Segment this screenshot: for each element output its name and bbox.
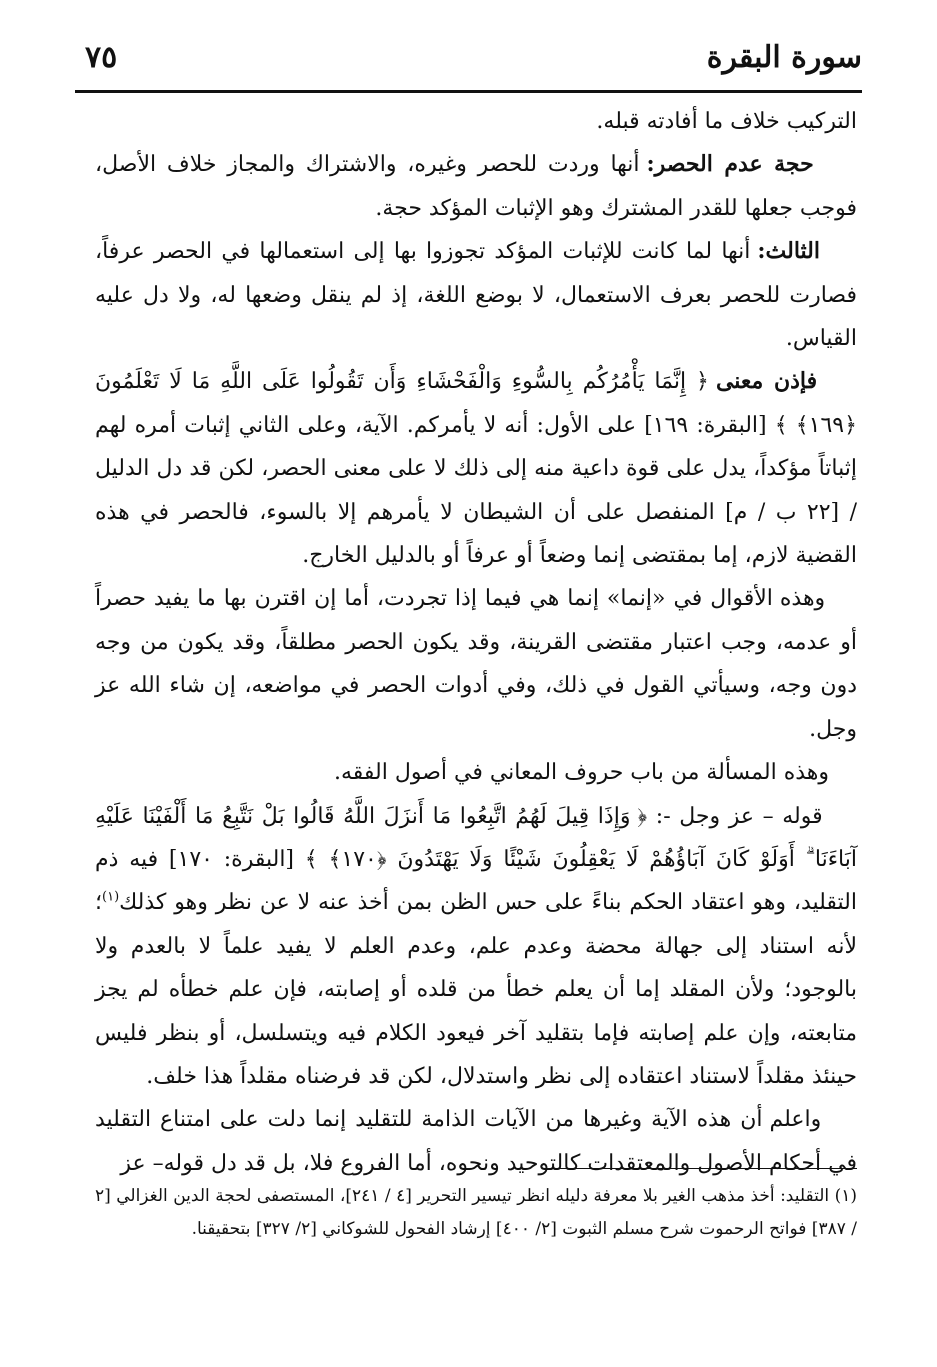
main-text <box>95 100 857 1185</box>
paragraph <box>95 100 857 143</box>
paragraph <box>95 360 857 577</box>
footnote <box>95 1180 857 1246</box>
footnote-separator <box>557 1168 857 1169</box>
header-rule <box>75 90 862 93</box>
section-heading: الثالث: <box>757 238 820 265</box>
paragraph-text: التركيب خلاف ما أفادته قبله. <box>596 109 857 134</box>
paragraph-text: وهذه الأقوال في «إنما» إنما هي فيما إذا تجردت، أما إن اقترن بها ما يفيد حصراً أو عدمه، وجب اعتبار مقتضى القرينة، وقد يكون الحصر مطلقاً، وقد يكون من وجه دون وجه، وسيأتي القول في ذلك، وفي أدوات الحصر في مواضعه، إن شاء الله عز وجل. <box>95 586 857 742</box>
paragraph-text: واعلم أن هذه الآية وغيرها من الآيات الذامة للتقليد إنما دلت على امتناع التقليد في أحكام الأصول والمعتقدات كالتوحيد ونحوه، أما الفروع فلا، بل قد دل قوله– عز <box>95 1107 857 1176</box>
paragraph <box>95 1098 857 1185</box>
paragraph <box>95 577 857 751</box>
section-heading: حجة عدم الحصر: <box>646 151 814 178</box>
paragraph-text: [البقرة: ١٦٩] على الأول: أنه لا يأمركم. الآية، وعلى الثاني إثبات أمره لهم إثباتاً مؤكداً، يدل على قوة داعية منه إلى ذلك لا على معنى الحصر، لكن قد دل الدليل / [٢٢ ب / م] المنفصل على أن الشيطان لا يأمرهم إلا بالسوء، فالحصر في هذه القضية لازم، إما بمقتضى إنما وضعاً أو عرفاً أو بالدليل الخارج. <box>95 412 857 569</box>
page-header <box>85 28 862 88</box>
quran-verse: ﴿ وَإِذَا قِيلَ لَهُمُ اتَّبِعُوا مَا أَنزَلَ اللَّهُ قَالُوا بَلْ نَتَّبِعُ مَا أَلْفَيْنَا عَلَيْهِ آبَاءَنَا ۗ أَوَلَوْ كَانَ آبَاؤُهُمْ لَا يَعْقِلُونَ شَيْئًا وَلَا يَهْتَدُونَ ﴿١٧٠﴾ ﴾ <box>95 803 857 872</box>
paragraph-text: أنها لما كانت للإثبات المؤكد تجوزوا بها إلى استعمالها في الحصر عرفاً، فصارت للحصر بعرف الاستعمال، لا بوضع اللغة، إذ لم ينقل وضعها له، ولا دل عليه القياس. <box>95 239 857 352</box>
paragraph <box>95 230 857 360</box>
footnote-text: (١) التقليد: أخذ مذهب الغير بلا معرفة دليله انظر تيسير التحرير [٤ / ٢٤١]، المستصفى لحجة الدين الغزالي [٢ / ٣٨٧] فواتح الرحموت شرح مسلم الثبوت [٢/ ٤٠٠] إرشاد الفحول للشوكاني [٢/ ٣٢٧] بتحقيقنا. <box>95 1186 857 1239</box>
running-title: سورة البقرة <box>706 40 862 75</box>
paragraph <box>95 143 857 230</box>
footnote-reference[interactable]: (١) <box>102 889 120 905</box>
page-number: ٧٥ <box>85 40 118 75</box>
section-heading: فإذن معنى <box>715 368 818 395</box>
paragraph <box>95 751 857 794</box>
quran-verse: ﴿ إِنَّمَا يَأْمُرُكُم بِالسُّوءِ وَالْفَحْشَاءِ وَأَن تَقُولُوا عَلَى اللَّهِ مَا لَا تَعْلَمُونَ ﴿١٦٩﴾ ﴾ <box>95 369 857 438</box>
paragraph-text: أنها وردت للحصر وغيره، والاشتراك والمجاز خلاف الأصل، فوجب جعلها للقدر المشترك وهو الإثبات المؤكد حجة. <box>95 152 857 221</box>
paragraph-text: [البقرة: ١٧٠] فيه ذم التقليد، وهو اعتقاد الحكم بناءً على حس الظن بمن أخذ عنه لا عن نظر وهو كذلك <box>95 846 857 916</box>
paragraph-text: قوله – عز وجل -: <box>647 803 823 829</box>
paragraph-text: وهذه المسألة من باب حروف المعاني في أصول الفقه. <box>334 760 830 786</box>
paragraph-text: ؛ لأنه استناد إلى جهالة محضة وعدم علم، وعدم العلم لا يفيد علماً لا بالعدم ولا بالوجود؛ ولأن المقلد إما أن يعلم خطأ من قلده أو إصابته، فإن علم خطأه لم يجز متابعته، وإن علم إصابته فإما بتقليد آخر فيعود الكلام فيه ويتسلسل، أو بنظر فليس حينئذ مقلداً لاستناد اعتقاده إلى نظر واستدلال، لكن قد فرضناه مقلداً هذا خلف. <box>95 890 857 1089</box>
paragraph <box>95 795 857 1099</box>
